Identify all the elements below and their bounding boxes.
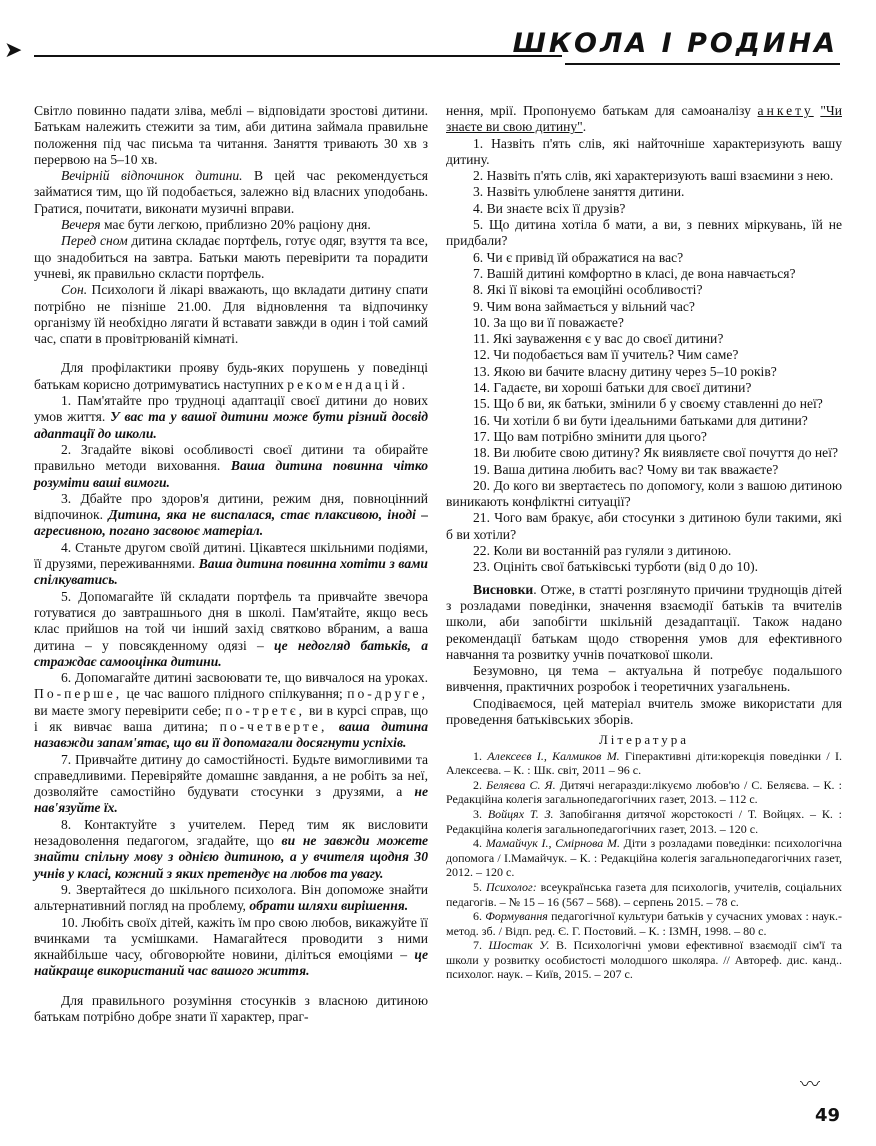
- paragraph: Для профілактики прояву будь-яких порушень у поведінці батькам корисно дотримуватись наступних рекомендацій.: [34, 360, 428, 392]
- arrow-ornament-icon: ➤: [4, 37, 23, 62]
- reference-item: 6. Формування педагогічної культури батьків у сучасних умовах : наук.-метод. зб. / Відп. ред. Є. Г. Постовий. – К. : ІЗМН, 1998. – 80 с.: [446, 909, 842, 938]
- list-item: 17. Що вам потрібно змінити для цього?: [473, 428, 707, 444]
- list-item: 23. Оцініть свої батьківські турботи (від 0 до 10).: [473, 559, 759, 575]
- conclusion-paragraph: Висновки. Отже, в статті розглянуто причини труднощів дітей з розладами поведінки, значення взаємодії батьків та вчителів школи, аби запобігти шкільній дезадаптації. Також надано рекомендації батькам щодо створення умов для ефективного навчання та розвитку учнів початкової школи.: [446, 581, 842, 662]
- list-item: 13. Якою ви бачите власну дитину через 5–10 років?: [473, 363, 777, 379]
- reference-item: 4. Мамайчук І., Смірнова М. Діти з розладами поведінки: психологічна допомога / І.Мамайчук. – К. : Редакційна колегія загальнопедагогічних газет, 2012. – 120 с.: [446, 836, 842, 880]
- paragraph: Світло повинно падати зліва, меблі – відповідати зростові дитини. Батькам належить стежити за тим, аби дитина займала правильне положення під час письма та читання. Заняття тривають 30 хв з перервою на 5–10 хв.: [34, 103, 428, 167]
- page-number: 49: [814, 1105, 840, 1126]
- list-item: 4. Ви знаєте всіх її друзів?: [473, 200, 626, 216]
- list-item: 7. Вашій дитині комфортно в класі, де вона навчається?: [473, 265, 796, 281]
- left-column: [34, 103, 428, 1025]
- reference-item: 1. Алексеєв І., Калмиков М. Гіперактивні діти:корекція поведінки / І. Алексеєва. – К. : Шк. світ, 2011 – 96 с.: [446, 748, 842, 778]
- paragraph: Сон. Психологи й лікарі вважають, що вкладати дитину спати потрібно не пізніше 21.00. Для відновлення та відпочинку організму їй необхідно лягати й вставати завжди в один і той самий час, спати в провітрюваній кімнаті.: [34, 282, 428, 347]
- header-rule: [34, 55, 562, 57]
- paragraph: Безумовно, ця тема – актуальна й потребує подальшого вивчення, практичних розробок і теоретичних узагальнень.: [446, 663, 842, 695]
- list-item: 14. Гадаєте, ви хороші батьки для своєї дитини?: [473, 380, 752, 396]
- list-item: 10. За що ви її поважаєте?: [473, 314, 624, 330]
- paragraph: Вечірній відпочинок дитини. В цей час рекомендується займатися тим, що їй подобається, залежно від власних уподобань. Гратися, почитати, виконати музичні вправи.: [34, 168, 428, 216]
- page-header: [0, 0, 876, 80]
- list-item: 3. Назвіть улюблене заняття дитини.: [473, 184, 685, 200]
- list-item: 16. Чи хотіли б ви бути ідеальними батьками для дитини?: [473, 412, 808, 428]
- list-item: 19. Ваша дитина любить вас? Чому ви так вважаєте?: [473, 461, 779, 477]
- recommendation-9: 9. Звертайтеся до шкільного психолога. Він допоможе знайти альтернативний погляд на проблему, обрати шляхи вирішення.: [34, 881, 428, 914]
- list-item: 20. До кого ви звертаєтесь по допомогу, коли з вашою дитиною виникають конфліктні ситуації?: [446, 477, 842, 510]
- recommendation-4: 4. Станьте другом своїй дитині. Цікавтеся шкільними подіями, її друзями, переживаннями. Ваша дитина повинна хотіти з вами спілкуватись.: [34, 539, 428, 588]
- list-item: 21. Чого вам бракує, аби стосунки з дитиною були такими, які б ви хотіли?: [446, 510, 842, 542]
- header-rule-secondary: [565, 63, 840, 65]
- section-title: ШКОЛА І РОДИНА: [512, 28, 838, 59]
- reference-item: 5. Психолог: всеукраїнська газета для психологів, учителів, соціальних педагогів. – № 15 – 16 (567 – 568). – серпень 2015. – 78 с.: [446, 879, 843, 909]
- recommendation-1: 1. Пам'ятайте про трудноці адаптації своєї дитини до нових умов життя. У вас та у вашої дитини може бути різний досвід адаптації до школи.: [34, 393, 428, 441]
- reference-item: 7. Шостак У. В. Психологічні умови ефективної взаємодії сім'ї та школи у розвитку особистості молодшого школяра. // Автореф. дис. канд.. психолог. наук. – Київ, 2015. – 207 с.: [446, 938, 842, 982]
- list-item: 1. Назвіть п'ять слів, які найточніше характеризують вашу дитину.: [446, 135, 842, 167]
- recommendation-10: 10. Любіть своїх дітей, кажіть їм про свою любов, викажуйте її вчинками та усмішками. Намагайтеся проводити з ними якнайбільше часу, обговорюйте новини, діліться емоціями – це найкраще використаний час вашого життя.: [34, 914, 428, 979]
- recommendation-8: 8. Контактуйте з учителем. Перед тим як висловити незадоволення педагогом, згадайте, що ви не завжди можете знайти спільну мову з однією дитиною, а у вчителя щодня 30 учнів у класі, кожний з яких претендує на любов та увагу.: [34, 816, 428, 881]
- references-heading: Література: [598, 732, 690, 748]
- recommendation-6: 6. Допомагайте дитині засвоювати те, що вивчалося на уроках. По-перше, це час вашого плідного спілкування; по-друге, ви маєте змогу перевірити себе; по-третє, ви в курсі справ, що і як вивчає ваша дитина; по-четверте, ваша дитина назавжди запам'ятає, що ви її допомагали досягнути успіхів.: [34, 670, 428, 751]
- paragraph: нення, мрії. Пропонуємо батькам для самоаналізу анкету "Чи знаєте ви свою дитину".: [446, 103, 842, 135]
- recommendation-3: 3. Дбайте про здоров'я дитини, режим дня, повноцінний відпочинок. Дитина, яка не виспалася, стає плаксивою, іноді – агресивною, погано засвоює матеріал.: [34, 490, 428, 539]
- list-item: 2. Назвіть п'ять слів, які характеризують ваші взаємини з нею.: [473, 168, 834, 184]
- references-list: [446, 749, 842, 983]
- list-item: 15. Що б ви, як батьки, змінили б у своєму ставленні до неї?: [473, 396, 823, 412]
- list-item: 22. Коли ви востанній раз гуляли з дитиною.: [473, 543, 732, 559]
- reference-item: 2. Беляєва С. Я. Дитячі негаразди:лікуємо любов'ю / С. Беляєва. – К. : Редакційна колегія загальнопедагогічних газет, 2013. – 112 с.: [446, 777, 843, 807]
- end-ornament-icon: 〰: [800, 1074, 820, 1096]
- list-item: 8. Які її вікові та емоційні особливості?: [473, 282, 703, 298]
- questionnaire-list: [446, 136, 842, 576]
- list-item: 6. Чи є привід їй ображатися на вас?: [473, 249, 684, 265]
- list-item: 18. Ви любите свою дитину? Як виявляєте свої почуття до неї?: [473, 445, 839, 461]
- list-item: 5. Що дитина хотіла б мати, а ви, з певних міркувань, їй не придбали?: [446, 217, 842, 249]
- paragraph: Вечеря має бути легкою, приблизно 20% раціону дня.: [61, 217, 371, 233]
- list-item: 12. Чи подобається вам її учитель? Чим саме?: [473, 347, 739, 363]
- recommendation-7: 7. Привчайте дитину до самостійності. Будьте вимогливими та справедливими. Перевіряйте домашнє завдання, а не робіть за неї, дозволяйте самостійно будувати стосунки з друзями, а не нав'язуйте їх.: [34, 751, 428, 816]
- list-item: 9. Чим вона займається у вільний час?: [473, 298, 695, 314]
- reference-item: 3. Войцях Т. З. Запобігання дитячої жорстокості / Т. Войцях. – К. : Редакційна колегія загальнопедагогічних газет, 2013. – 120 с.: [446, 806, 842, 836]
- paragraph: Сподіваємося, цей матеріал вчитель зможе використати для проведення батьківських зборів.: [446, 695, 842, 727]
- list-item: 11. Які зауваження є у вас до своєї дитини?: [473, 331, 724, 347]
- paragraph: Перед сном дитина складає портфель, готує одяг, взуття та все, що знадобиться на завтра. Батьки мають перевірити та порадити учневі, як правильно скласти портфель.: [34, 233, 428, 281]
- recommendation-2: 2. Згадайте вікові особливості своєї дитини та обирайте правильно методи виховання. Ваша дитина повинна чітко розуміти ваші вимоги.: [34, 441, 428, 490]
- recommendation-5: 5. Допомагайте їй складати портфель та привчайте звечора готуватися до завтрашнього дня в школі. Пам'ятайте, якщо весь клас прийшов на той чи інший захід святково вбраним, а ваша дитина – у повсякденному одязі – це недогляд батьків, а страждає самооцінка дитини.: [34, 588, 428, 669]
- right-column: [446, 103, 842, 982]
- paragraph: Для правильного розуміння стосунків з власною дитиною батькам потрібно добре знати її характер, праг-: [34, 992, 428, 1025]
